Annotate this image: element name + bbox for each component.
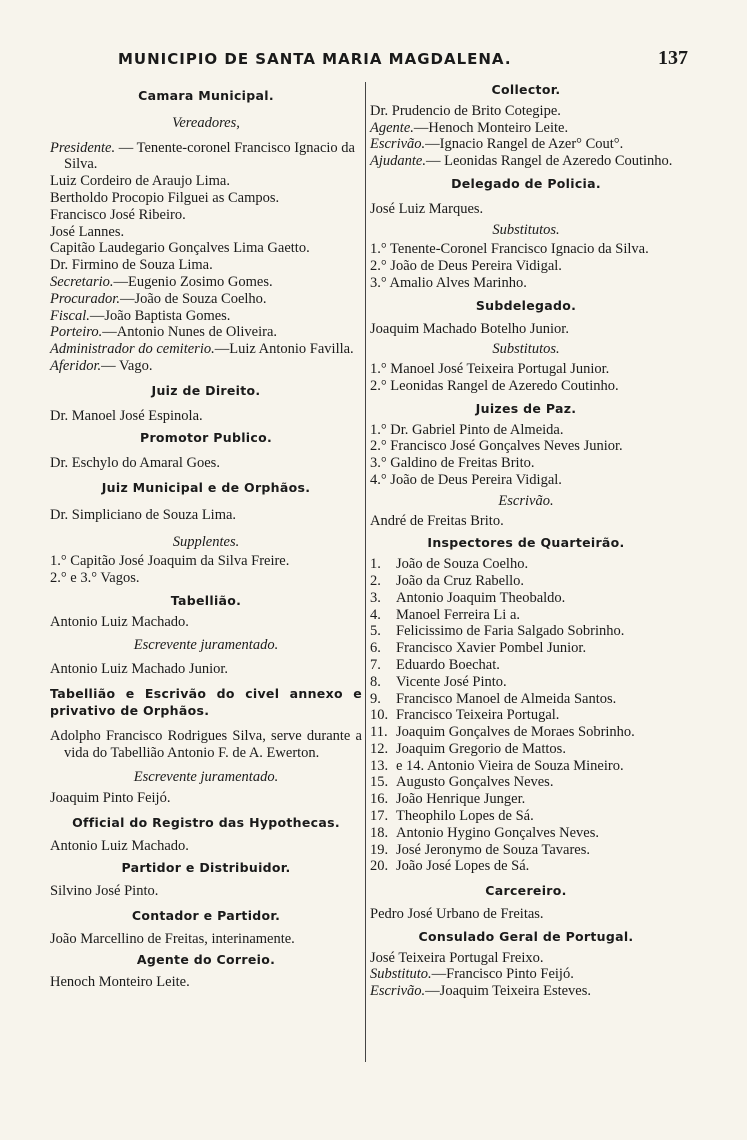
item-name: Francisco Manoel de Almeida Santos. xyxy=(396,690,617,707)
item-name: Antonio Hygino Gonçalves Neves. xyxy=(396,824,599,841)
right-column xyxy=(370,82,682,1000)
role-label: Secretario. xyxy=(50,273,114,290)
entry: 1.° Capitão José Joaquim da Silva Freire. xyxy=(50,553,290,570)
entry: João Marcellino de Freitas, interinamente. xyxy=(50,930,295,947)
item-name: Francisco Teixeira Portugal. xyxy=(396,707,560,724)
item-number: 13. xyxy=(370,757,389,774)
section-heading: Collector. xyxy=(491,82,561,97)
section-heading: Promotor Publico. xyxy=(139,430,273,446)
column-divider xyxy=(365,82,366,1062)
item-name: João Henrique Junger. xyxy=(396,791,526,808)
item-name: Manoel Ferreira Li a. xyxy=(396,606,521,623)
subheading: Vereadores, xyxy=(172,114,240,131)
entry: 2.° João de Deus Pereira Vidigal. xyxy=(370,258,562,275)
item-number: 8. xyxy=(370,673,381,690)
entry xyxy=(50,358,362,375)
role-label: Escrivão. xyxy=(370,983,426,1000)
page-title: MUNICIPIO DE SANTA MARIA MAGDALENA. xyxy=(118,50,512,68)
section-heading: Partidor e Distribuidor. xyxy=(121,860,291,876)
entry: Silvino José Pinto. xyxy=(50,883,159,900)
entry: Francisco José Ribeiro. xyxy=(50,206,186,223)
entry xyxy=(50,324,362,341)
entry: Antonio Luiz Machado. xyxy=(50,837,189,854)
subheading: Escrivão. xyxy=(498,492,554,509)
entry-text: —Joaquim Teixeira Esteves. xyxy=(425,983,592,1000)
list-item xyxy=(370,590,682,607)
inspectores-list xyxy=(370,556,682,875)
entry-text: — Leonidas Rangel de Azeredo Coutinho. xyxy=(425,153,673,170)
subheading: Substitutos. xyxy=(492,221,560,238)
list-item xyxy=(370,858,682,875)
item-number: 3. xyxy=(370,589,381,606)
section-heading: Delegado de Policia. xyxy=(451,175,601,191)
item-name: Francisco Xavier Pombel Junior. xyxy=(396,640,587,657)
entry: 2.° Francisco José Gonçalves Neves Junior. xyxy=(370,438,623,455)
item-number: 5. xyxy=(370,623,381,640)
list-item xyxy=(370,758,682,775)
entry-text: —Eugenio Zosimo Gomes. xyxy=(113,273,273,290)
section-heading: Juiz Municipal e de Orphãos. xyxy=(101,479,311,495)
role-label: Procurador. xyxy=(50,290,120,307)
list-item xyxy=(370,657,682,674)
entry xyxy=(50,308,362,325)
entry: 1.° Manoel José Teixeira Portugal Junior. xyxy=(370,361,610,378)
entry-text: — Vago. xyxy=(101,357,153,374)
item-number: 11. xyxy=(370,724,388,741)
entry-text: —Henoch Monteiro Leite. xyxy=(413,119,569,136)
entry: Dr. Simpliciano de Souza Lima. xyxy=(50,506,237,523)
section-heading: Contador e Partidor. xyxy=(131,908,281,924)
section-heading: Agente do Correio. xyxy=(136,951,276,967)
subheading: Escrevente juramentado. xyxy=(133,769,279,786)
entry xyxy=(370,120,682,137)
item-name: Theophilo Lopes de Sá. xyxy=(396,808,534,825)
list-item xyxy=(370,741,682,758)
page-number: 137 xyxy=(658,47,688,69)
item-name: Joaquim Gregorio de Mattos. xyxy=(396,740,566,757)
entry xyxy=(370,966,682,983)
item-name: Eduardo Boechat. xyxy=(396,656,500,673)
left-column xyxy=(50,82,362,991)
entry xyxy=(370,153,682,170)
item-number: 4. xyxy=(370,606,381,623)
entry xyxy=(370,136,682,153)
role-label: Administrador do cemiterio. xyxy=(50,341,215,358)
entry: Antonio Luiz Machado. xyxy=(50,613,189,630)
item-name: Joaquim Gonçalves de Moraes Sobrinho. xyxy=(396,724,635,741)
entry: Capitão Laudegario Gonçalves Lima Gaetto. xyxy=(50,240,310,257)
entry: Dr. Eschylo do Amaral Goes. xyxy=(50,455,220,472)
role-label: Fiscal. xyxy=(50,307,90,324)
list-item xyxy=(370,724,682,741)
role-label: Ajudante. xyxy=(370,153,426,170)
item-number: 16. xyxy=(370,791,389,808)
list-item xyxy=(370,623,682,640)
section-heading: Juizes de Paz. xyxy=(475,400,577,416)
list-item xyxy=(370,808,682,825)
entry: Dr. Firmino de Souza Lima. xyxy=(50,257,213,274)
role-label: Substituto. xyxy=(370,966,432,983)
item-number: 7. xyxy=(370,656,381,673)
entry: Henoch Monteiro Leite. xyxy=(50,974,190,991)
entry: Joaquim Pinto Feijó. xyxy=(50,790,171,807)
entry: Dr. Manoel José Espinola. xyxy=(50,407,203,424)
role-label: Porteiro. xyxy=(50,324,103,341)
entry-text: —Ignacio Rangel de Azer° Cout°. xyxy=(425,136,624,153)
entry: José Luiz Marques. xyxy=(370,200,484,217)
list-item xyxy=(370,640,682,657)
role-label: Agente. xyxy=(370,119,414,136)
entry: José Lannes. xyxy=(50,223,125,240)
entry: Adolpho Francisco Rodrigues Silva, serve durante a vida do Tabellião Antonio F. de A. Ewerton. xyxy=(50,727,362,761)
item-name: João de Souza Coelho. xyxy=(396,556,529,573)
entry xyxy=(50,140,362,174)
entry: 4.° João de Deus Pereira Vidigal. xyxy=(370,471,562,488)
entry: Antonio Luiz Machado Junior. xyxy=(50,661,229,678)
item-number: 6. xyxy=(370,640,381,657)
section-heading: Camara Municipal. xyxy=(138,88,274,103)
item-name: Augusto Gonçalves Neves. xyxy=(396,774,554,791)
entry: Luiz Cordeiro de Araujo Lima. xyxy=(50,173,230,190)
item-name: João da Cruz Rabello. xyxy=(396,572,525,589)
section-heading: Carcereiro. xyxy=(485,883,567,899)
role-label: Escrivão. xyxy=(370,136,426,153)
item-name: João José Lopes de Sá. xyxy=(396,858,530,875)
item-number: 17. xyxy=(370,808,389,825)
entry: 2.° e 3.° Vagos. xyxy=(50,570,140,587)
entry: Pedro José Urbano de Freitas. xyxy=(370,906,544,923)
item-number: 10. xyxy=(370,707,389,724)
item-name: Vicente José Pinto. xyxy=(396,673,507,690)
item-number: 15. xyxy=(370,774,389,791)
item-number: 18. xyxy=(370,824,389,841)
section-heading: Juiz de Direito. xyxy=(151,382,261,398)
item-number: 12. xyxy=(370,740,389,757)
entry xyxy=(50,341,362,358)
entry-text: —Luiz Antonio Favilla. xyxy=(214,341,354,358)
entry-text: —João de Souza Coelho. xyxy=(119,290,267,307)
entry: 3.° Galdino de Freitas Brito. xyxy=(370,455,535,472)
item-name: Antonio Joaquim Theobaldo. xyxy=(396,589,566,606)
list-item xyxy=(370,774,682,791)
entry xyxy=(50,274,362,291)
subheading: Escrevente juramentado. xyxy=(133,636,279,653)
role-label: Presidente. xyxy=(50,139,116,156)
item-number: 19. xyxy=(370,841,389,858)
list-item xyxy=(370,842,682,859)
entry: 1.° Tenente-Coronel Francisco Ignacio da Silva. xyxy=(370,241,649,258)
item-name: Felicissimo de Faria Salgado Sobrinho. xyxy=(396,623,625,640)
entry xyxy=(370,983,682,1000)
entry: Bertholdo Procopio Filguei as Campos. xyxy=(50,189,280,206)
section-heading: Subdelegado. xyxy=(475,297,577,313)
page-header xyxy=(118,47,688,69)
list-item xyxy=(370,556,682,573)
list-item xyxy=(370,674,682,691)
list-item xyxy=(370,707,682,724)
item-name: José Jeronymo de Souza Tavares. xyxy=(396,841,591,858)
entry: Joaquim Machado Botelho Junior. xyxy=(370,320,569,337)
item-number: 2. xyxy=(370,572,381,589)
list-item xyxy=(370,691,682,708)
section-heading: Inspectores de Quarteirão. xyxy=(427,535,625,551)
subheading: Substitutos. xyxy=(492,341,560,358)
entry: 1.° Dr. Gabriel Pinto de Almeida. xyxy=(370,421,564,438)
section-heading: Consulado Geral de Portugal. xyxy=(418,928,634,944)
item-number: 1. xyxy=(370,556,381,573)
section-heading: Official do Registro das Hypothecas. xyxy=(72,814,340,830)
list-item xyxy=(370,791,682,808)
list-item xyxy=(370,573,682,590)
entry: 2.° Leonidas Rangel de Azeredo Coutinho. xyxy=(370,377,619,394)
list-item xyxy=(370,825,682,842)
entry-text: —Antonio Nunes de Oliveira. xyxy=(102,324,278,341)
entry: 3.° Amalio Alves Marinho. xyxy=(370,274,527,291)
entry: André de Freitas Brito. xyxy=(370,512,504,529)
item-number: 20. xyxy=(370,858,389,875)
item-number: 9. xyxy=(370,690,381,707)
entry: Dr. Prudencio de Brito Cotegipe. xyxy=(370,102,561,119)
role-label: Aferidor. xyxy=(50,357,102,374)
entry xyxy=(50,291,362,308)
entry: José Teixeira Portugal Freixo. xyxy=(370,949,544,966)
section-heading: Tabellião e Escrivão do civel annexo e privativo de Orphãos. xyxy=(50,686,362,718)
entry-text: — Tenente-coronel Francisco Ignacio da Silva. xyxy=(64,139,355,173)
subheading: Supplentes. xyxy=(172,533,240,550)
item-name: e 14. Antonio Vieira de Souza Mineiro. xyxy=(396,757,624,774)
list-item xyxy=(370,607,682,624)
entry-text: —João Baptista Gomes. xyxy=(89,307,231,324)
entry-text: —Francisco Pinto Feijó. xyxy=(431,966,574,983)
section-heading: Tabellião. xyxy=(170,592,242,608)
